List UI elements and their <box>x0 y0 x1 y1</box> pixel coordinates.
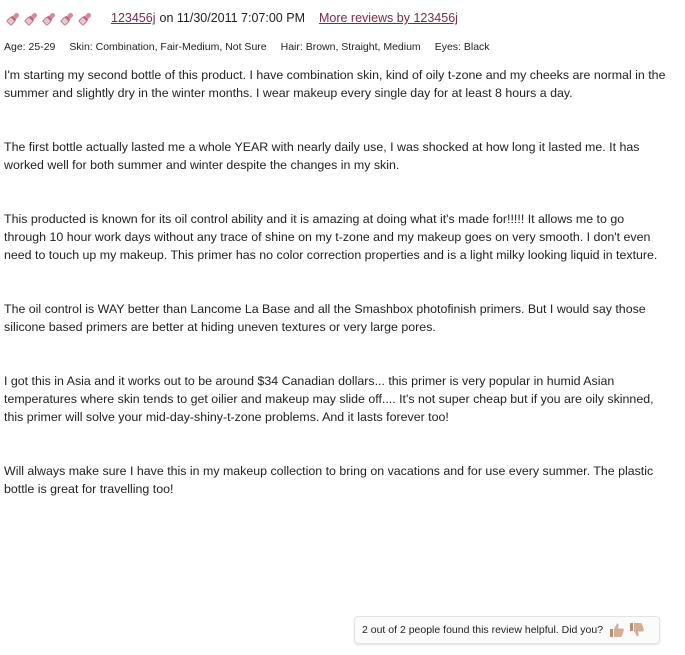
lipstick-icon <box>60 11 75 26</box>
thumbs-down-icon[interactable] <box>628 621 646 639</box>
attr-hair: Hair: Brown, Straight, Medium <box>280 41 421 53</box>
helpful-box <box>354 616 660 644</box>
author-link[interactable]: 123456j <box>111 11 156 25</box>
review-paragraph: The first bottle actually lasted me a whole YEAR with nearly daily use, I was shocked at how long it lasted me. It has worked well for both summer and winter despite the changes in my skin. <box>4 140 640 172</box>
review-paragraph: The oil control is WAY better than Lancome La Base and all the Smashbox photofinish primers. But I would say those silicone based primers are better at hiding uneven textures or very large pores. <box>4 302 646 334</box>
lipstick-icon <box>42 11 57 26</box>
lipstick-icon <box>6 11 21 26</box>
attr-age: Age: 25-29 <box>4 41 56 53</box>
rating <box>6 11 93 26</box>
review-body <box>4 66 666 534</box>
review-paragraph: This producted is known for its oil control ability and it is amazing at doing what it's made for!!!!! It allows me to go through 10 hour work days without any trace of shine on my t-zone and my makeup goes on very smooth. I don't even need to touch up my makeup. This primer has no color correction properties and is a light milky looking liquid in texture. <box>4 212 658 262</box>
lipstick-icon <box>78 11 93 26</box>
lipstick-icon <box>24 11 39 26</box>
thumbs-up-icon[interactable] <box>608 621 626 639</box>
attr-skin: Skin: Combination, Fair-Medium, Not Sure <box>69 41 267 53</box>
reviewer-attributes <box>4 41 504 53</box>
review-date: on 11/30/2011 7:07:00 PM <box>159 11 305 25</box>
helpful-text: 2 out of 2 people found this review helpful. Did you? <box>362 624 604 636</box>
review-header <box>6 8 458 28</box>
more-reviews-link[interactable]: More reviews by 123456j <box>318 11 458 25</box>
attr-eyes: Eyes: Black <box>434 41 490 53</box>
review-paragraph: I got this in Asia and it works out to be around $34 Canadian dollars... this primer is very popular in humid Asian temperatures where skin tends to get oilier and makeup may slide off.... It's not super cheap but if you are oily skinned, this primer will solve your mid-day-shiny-t-zone problems. And it lasts forever too! <box>4 374 654 424</box>
review-paragraph: I'm starting my second bottle of this product. I have combination skin, kind of oily t-zone and my cheeks are normal in the summer and slightly dry in the winter months. I wear makeup every single day for at least 8 hours a day. <box>4 68 666 100</box>
review-paragraph: Will always make sure I have this in my makeup collection to bring on vacations and for use every summer. The plastic bottle is great for travelling too! <box>4 464 654 496</box>
